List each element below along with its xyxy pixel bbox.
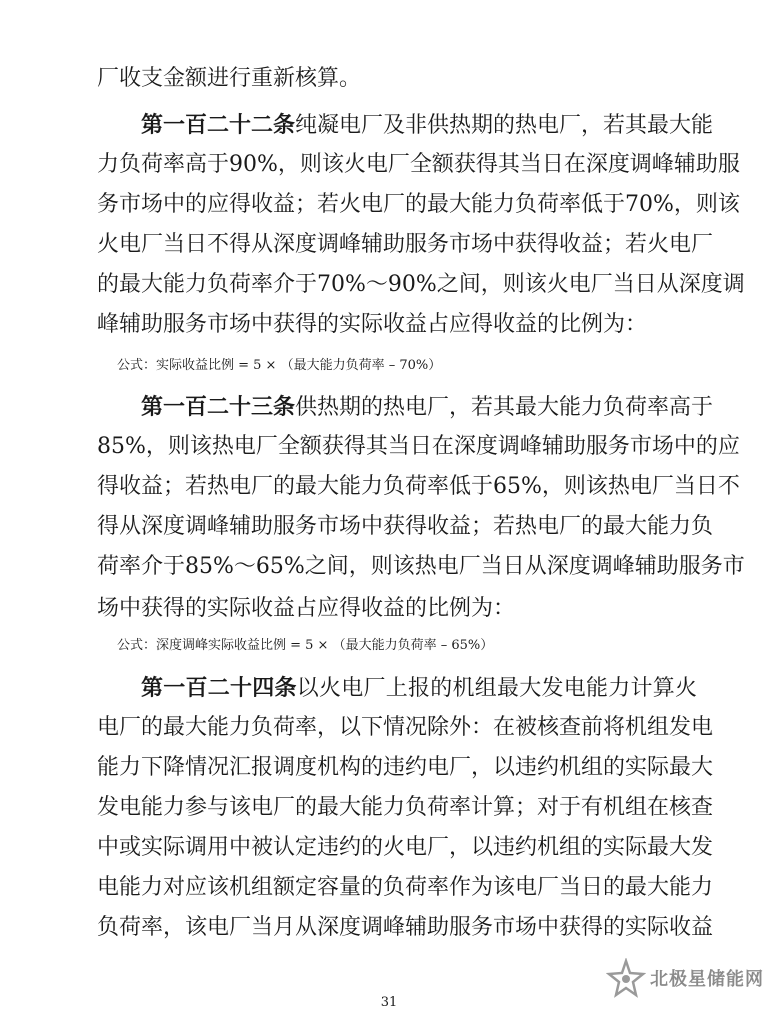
text-run: 纯凝电厂及非供热期的热电厂，若其最大能: [295, 113, 714, 138]
text-line: 荷率介于85%～65%之间，则该热电厂当日从深度调峰辅助服务市: [97, 554, 745, 579]
watermark: [606, 958, 764, 998]
text-line: 85%，则该热电厂全额获得其当日在深度调峰辅助服务市场中的应: [97, 434, 740, 459]
text-line: 峰辅助服务市场中获得的实际收益占应得收益的比例为：: [97, 312, 648, 337]
text-line: 场中获得的实际收益占应得收益的比例为：: [97, 596, 516, 621]
article-heading-line: [141, 673, 697, 704]
article-title: 第一百二十二条: [141, 112, 296, 138]
article-heading-line: [141, 392, 714, 423]
text-line: 能力下降情况汇报调度机构的违约电厂，以违约机组的实际最大: [97, 755, 714, 780]
text-line: 得收益；若热电厂的最大能力负荷率低于65%，则该热电厂当日不: [97, 474, 740, 499]
formula: 公式：深度调峰实际收益比例 = 5 × （最大能力负荷率 – 65%）: [117, 638, 494, 653]
text-line: 力负荷率高于90%，则该火电厂全额获得其当日在深度调峰辅助服: [97, 152, 740, 177]
text-line: 负荷率，该电厂当月从深度调峰辅助服务市场中获得的实际收益: [97, 915, 714, 940]
text-line: 中或实际调用中被认定违约的火电厂，以违约机组的实际最大发: [97, 835, 714, 860]
article-heading-line: [141, 110, 714, 141]
watermark-text: 北极星储能网: [650, 969, 764, 990]
text-run: 以火电厂上报的机组最大发电能力计算火: [296, 676, 697, 701]
text-line: 电能力对应该机组额定容量的负荷率作为该电厂当日的最大能力: [97, 875, 714, 900]
text-run: 供热期的热电厂，若其最大能力负荷率高于: [295, 395, 714, 420]
star-logo-icon: [606, 958, 646, 998]
text-line: 得从深度调峰辅助服务市场中获得收益；若热电厂的最大能力负: [97, 514, 714, 539]
formula: 公式：实际收益比例 = 5 × （最大能力负荷率 – 70%）: [117, 358, 442, 373]
text-line: 厂收支金额进行重新核算。: [97, 66, 362, 91]
page-number: 31: [380, 995, 398, 1010]
article-title: 第一百二十三条: [141, 394, 296, 420]
text-line: 火电厂当日不得从深度调峰辅助服务市场中获得收益；若火电厂: [97, 232, 714, 257]
text-line: 务市场中的应得收益；若火电厂的最大能力负荷率低于70%，则该: [97, 192, 740, 217]
article-title: 第一百二十四条: [141, 675, 297, 701]
text-line: 发电能力参与该电厂的最大能力负荷率计算；对于有机组在核查: [97, 795, 714, 820]
text-line: 电厂的最大能力负荷率，以下情况除外：在被核查前将机组发电: [97, 715, 714, 740]
text-line: 的最大能力负荷率介于70%～90%之间，则该火电厂当日从深度调: [97, 272, 745, 297]
